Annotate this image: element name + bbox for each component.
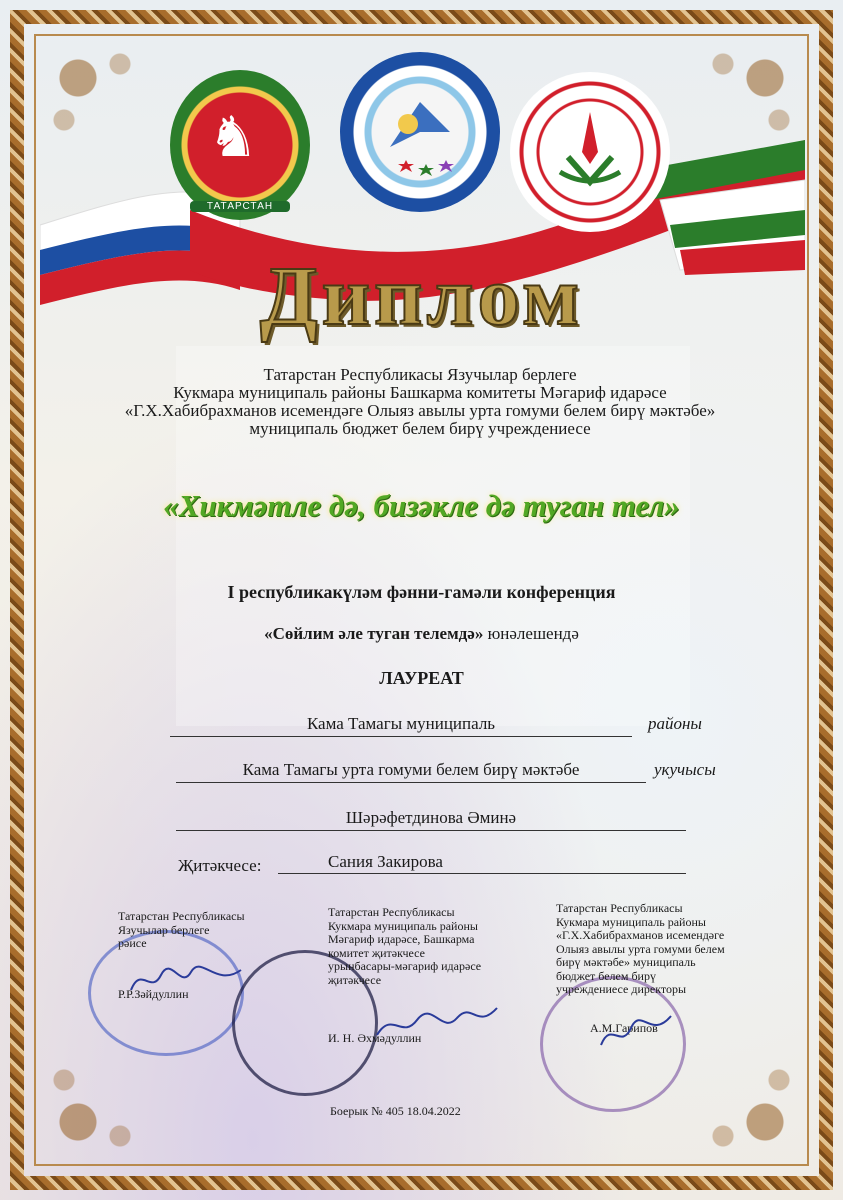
award-title: ЛАУРЕАТ xyxy=(379,668,464,688)
conference-name: I республикакүләм фәнни-гамәли конференция xyxy=(227,582,616,602)
organizer-line: муниципаль бюджет белем бирү учреждениесе xyxy=(249,419,591,438)
signatory-position-line: учреждениесе директоры xyxy=(556,982,687,996)
organizers-block xyxy=(60,366,780,438)
supervisor-label: Җитәкчесе: xyxy=(178,856,262,875)
direction-suffix: юнәлешендә xyxy=(483,624,579,643)
organizer-line: «Г.Х.Хабибрахманов исемендәге Олыяз авылы урта гомуми белем бирү мәктәбе» xyxy=(124,401,716,420)
direction-name: «Сөйлим әле туган телемдә» xyxy=(264,624,484,643)
diploma-title: Диплом xyxy=(259,250,584,343)
tatarstan-band-label: ТАТАРСТАН xyxy=(190,201,290,212)
signatory-position-line: Кукмара муниципаль районы xyxy=(556,914,706,929)
school-field: Кама Тамагы урта гомуми белем бирү мәктәбе xyxy=(176,760,646,783)
writers-union-graphic xyxy=(510,72,670,232)
district-field: Кама Тамагы муниципаль xyxy=(170,714,632,737)
contest-title: «Хикмәтле дә, бизәкле дә туган тел» xyxy=(163,488,680,523)
signatory-position-line: бирү мәктәбе» муниципаль xyxy=(556,955,696,969)
school-suffix: укучысы xyxy=(654,760,716,779)
school-emblem-graphic xyxy=(340,52,500,212)
order-number: Боерык № 405 18.04.2022 xyxy=(330,1104,461,1118)
signatory-name: А.М.Гарипов xyxy=(590,1021,658,1035)
supervisor-field: Сания Закирова xyxy=(278,852,686,874)
organizer-line: Татарстан Республикасы Язучылар берлеге xyxy=(263,365,577,384)
signatory-position-line: Язучылар берлеге xyxy=(118,922,210,937)
writers-union-emblem-icon xyxy=(510,72,670,232)
winged-leopard-icon: ♞ xyxy=(208,107,259,169)
signatory-position-line: бюджет белем бирү xyxy=(556,968,656,983)
signature-1-icon xyxy=(126,960,246,1000)
signatory-position-line: Олыяз авылы урта гомуми белем xyxy=(556,941,725,956)
signatory-position-line: комитет җитәкчесе xyxy=(328,945,425,960)
organizer-line: Кукмара муниципаль районы Башкарма комитеты Мәгариф идарәсе xyxy=(173,383,667,402)
tatarstan-coat-of-arms-icon xyxy=(170,70,310,220)
signature-2-icon xyxy=(372,1000,502,1050)
signatory-position-line: Татарстан Республикасы xyxy=(118,909,245,923)
signatory-position-line: Мәгариф идарәсе, Башкарма xyxy=(328,932,475,946)
signatory-block-2 xyxy=(328,905,482,1045)
signatory-position-line: урынбасары-мәгариф идарәсе xyxy=(328,959,482,973)
signatory-name: Р.Р.Зәйдуллин xyxy=(118,987,189,1001)
signatory-position-line: Татарстан Республикасы xyxy=(328,905,455,919)
signatory-position-line: Кукмара муниципаль районы xyxy=(328,918,478,933)
signatory-position-line: җитәкчесе xyxy=(328,972,382,987)
student-name-field: Шәрәфетдинова Әминә xyxy=(176,808,686,831)
signatory-position-line: Татарстан Республикасы xyxy=(556,901,683,915)
signatory-name: И. Н. Әхмәдуллин xyxy=(328,1031,422,1045)
signatory-block-3 xyxy=(556,901,725,1035)
signatory-block-1 xyxy=(118,909,245,1001)
signatory-position-line: «Г.Х.Хабибрахманов исемендәге xyxy=(556,928,725,942)
signature-3-icon xyxy=(596,1010,676,1055)
school-emblem-icon xyxy=(340,52,500,212)
direction-line xyxy=(0,624,843,644)
signatory-position-line: рәисе xyxy=(118,936,147,950)
district-suffix: районы xyxy=(648,714,702,733)
corner-ornament-bottom-right xyxy=(667,1024,807,1164)
